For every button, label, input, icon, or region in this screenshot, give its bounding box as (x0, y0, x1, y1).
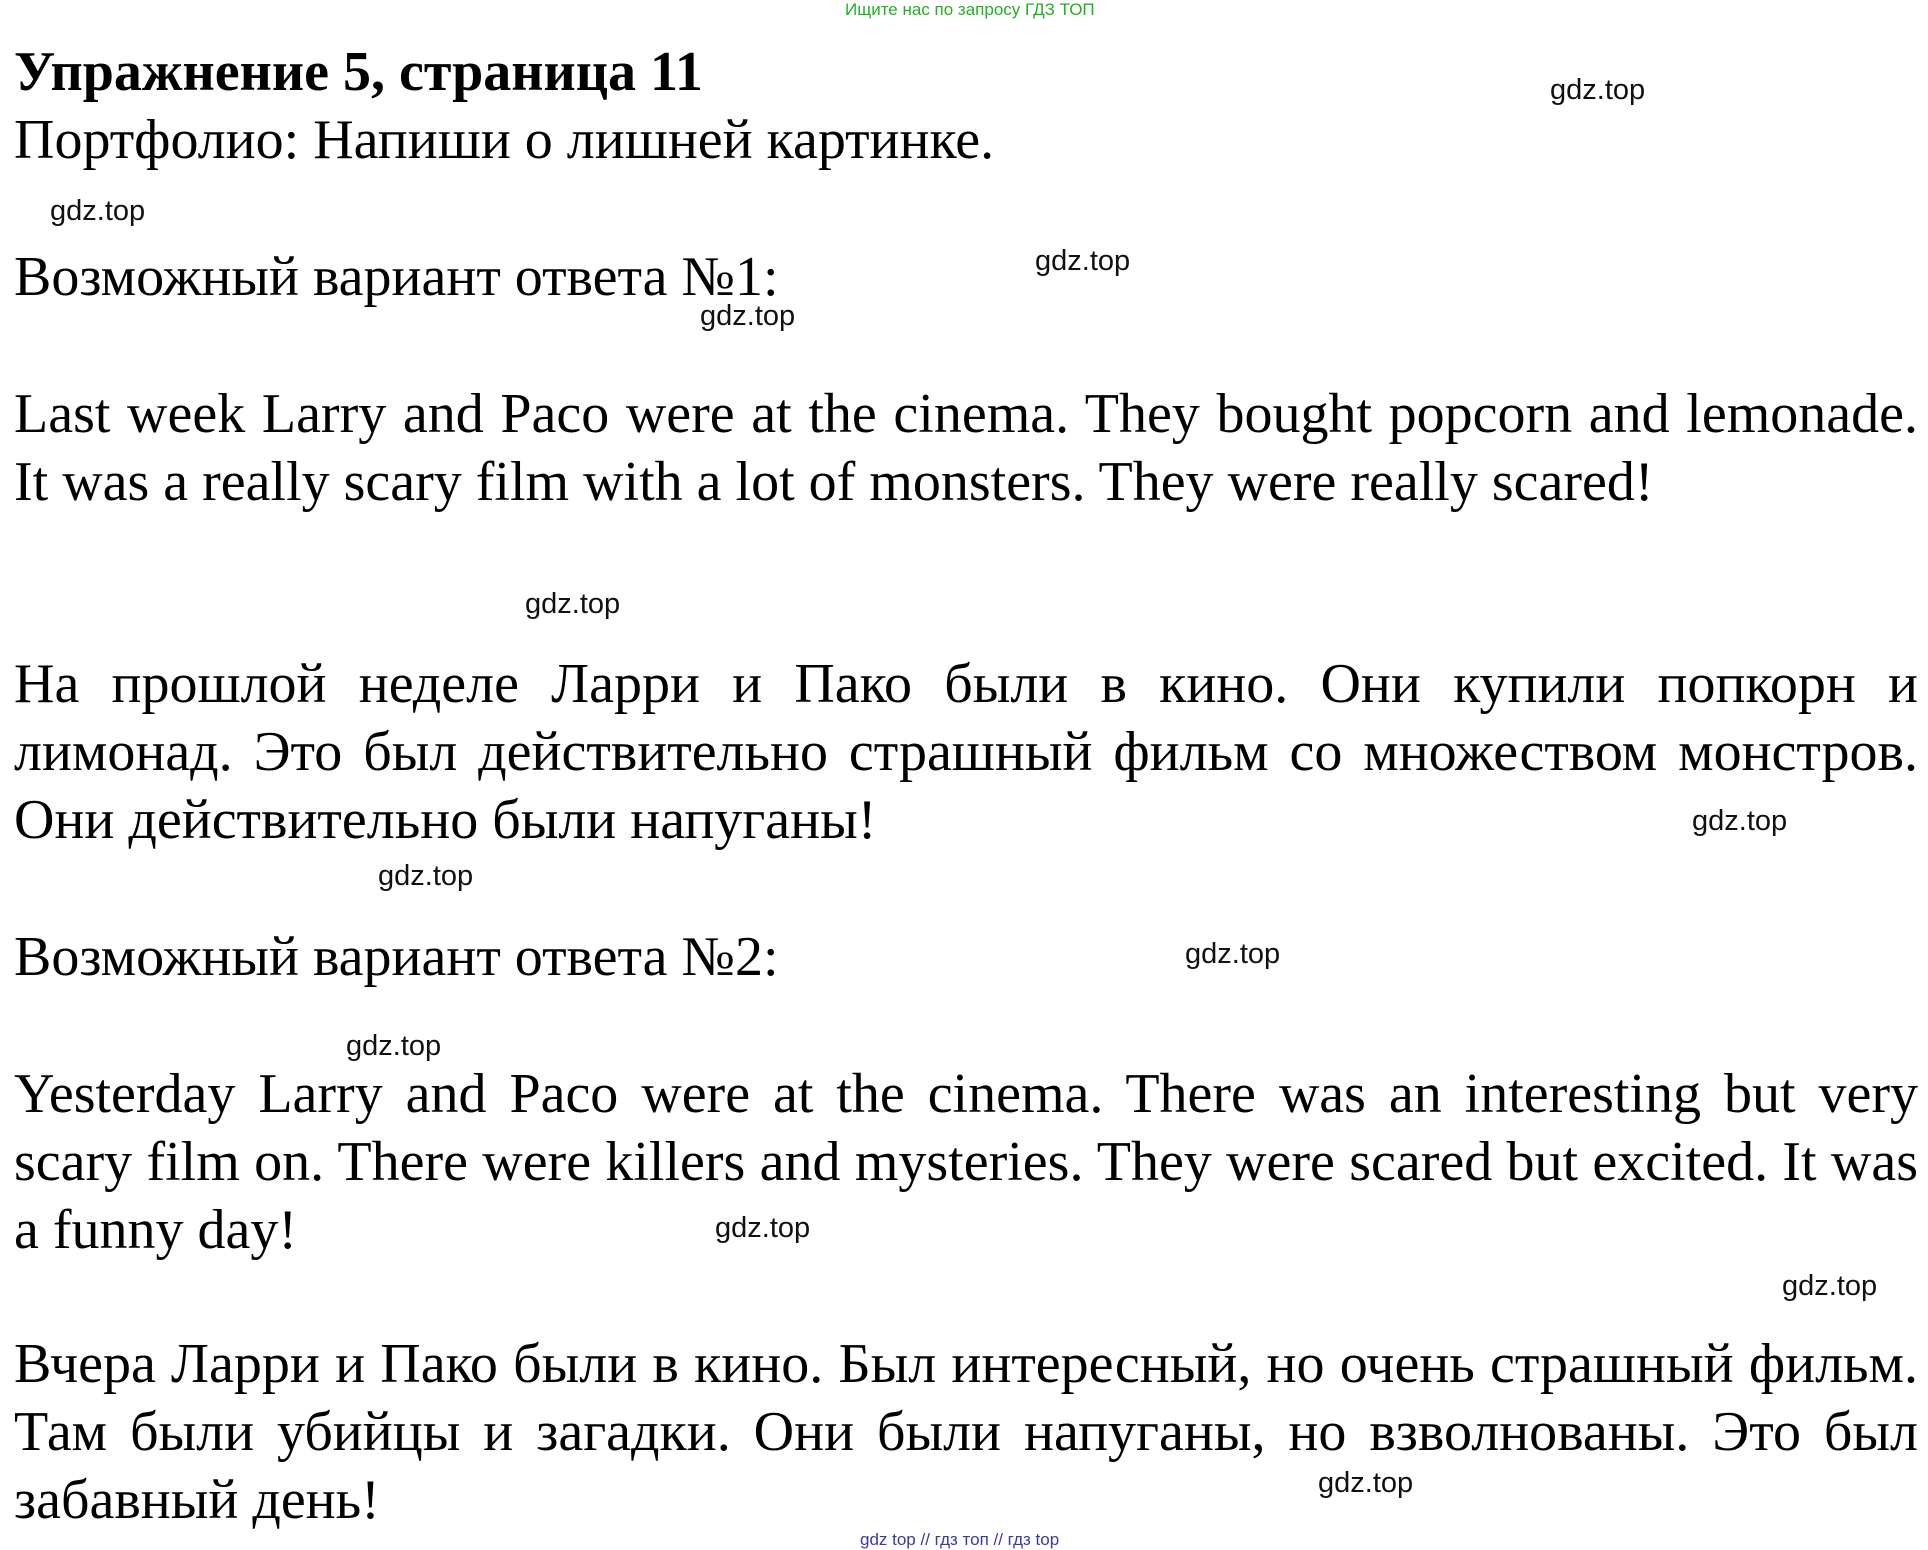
watermark: gdz.top (378, 860, 474, 892)
watermark: gdz.top (1035, 245, 1131, 277)
variant-1-english-text: Last week Larry and Paco were at the cinema. They bought popcorn and lemonade. It was a really scary film with a lot of monsters. They were really scared! (14, 383, 1918, 513)
watermark: gdz.top (50, 195, 146, 227)
watermark: gdz.top (1692, 805, 1788, 837)
watermark: gdz.top (1782, 1270, 1878, 1302)
watermark: gdz.top (1185, 938, 1281, 970)
page-title: Упражнение 5, страница 11 (14, 41, 703, 103)
watermark: gdz.top (715, 1212, 811, 1244)
watermark: gdz.top (346, 1030, 442, 1062)
watermark: gdz.top (525, 588, 621, 620)
watermark: gdz.top (1550, 74, 1646, 106)
variant-1-heading: Возможный вариант ответа №1: (14, 246, 779, 308)
task-description: Портфолио: Напиши о лишней картинке. (14, 109, 995, 171)
watermark: gdz.top (700, 300, 796, 332)
variant-2-russian-text: Вчера Ларри и Пако были в кино. Был интересный, но очень страшный фильм. Там были убийцы и загадки. Они были напуганы, но взволнованы. Это был забавный день! (14, 1333, 1918, 1531)
variant-1-russian-text: На прошлой неделе Ларри и Пако были в кино. Они купили попкорн и лимонад. Это был действительно страшный фильм со множеством монстров. Они действительно были напуганы! (14, 653, 1918, 851)
variant-2-english-text: Yesterday Larry and Paco were at the cinema. There was an interesting but very scary film on. There were killers and mysteries. They were scared but excited. It was a funny day! (14, 1063, 1918, 1261)
watermark: gdz.top (1318, 1467, 1414, 1499)
top-banner: Ищите нас по запросу ГДЗ ТОП (845, 0, 1095, 19)
footer-watermark: gdz top // гдз топ // гдз top (860, 1530, 1060, 1549)
variant-2-heading: Возможный вариант ответа №2: (14, 926, 779, 988)
